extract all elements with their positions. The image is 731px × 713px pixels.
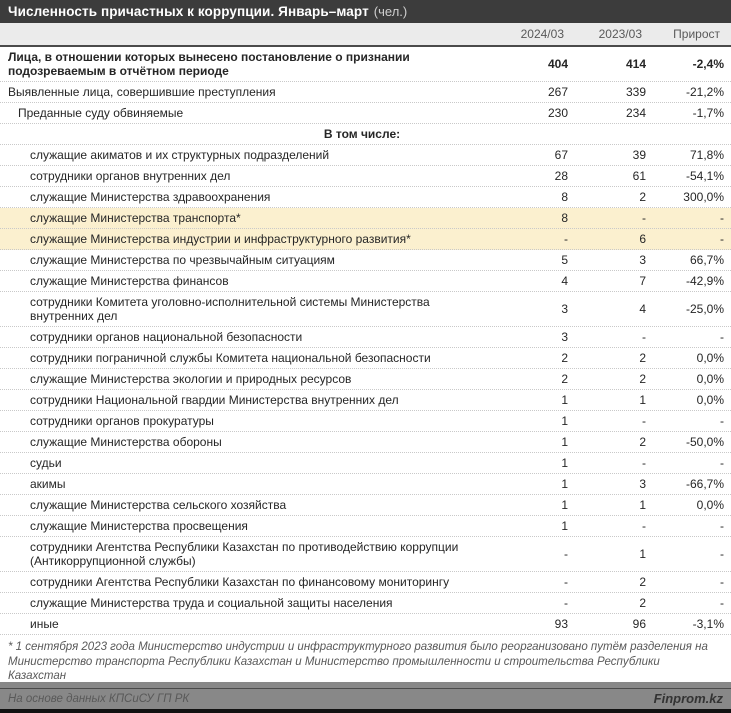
row-label: сотрудники пограничной службы Комитета национальной безопасности xyxy=(30,351,431,365)
value-2023-03: 39 xyxy=(632,148,646,162)
row-label: Выявленные лица, совершившие преступления xyxy=(8,85,276,99)
row-label: служащие Министерства экологии и природных ресурсов xyxy=(30,372,352,386)
section-label: В том числе: xyxy=(323,127,401,141)
value-growth: -25,0% xyxy=(685,302,724,316)
value-2023-03: 4 xyxy=(639,302,646,316)
value-2024-03: 1 xyxy=(561,456,568,470)
table-row xyxy=(0,411,731,432)
value-2023-03: 234 xyxy=(625,106,646,120)
value-2023-03: - xyxy=(642,330,646,344)
value-growth: - xyxy=(720,414,724,428)
bottom-accent-bar xyxy=(0,709,731,713)
value-2023-03: - xyxy=(642,519,646,533)
row-label: служащие Министерства труда и социальной защиты населения xyxy=(30,596,393,610)
row-label: служащие Министерства транспорта* xyxy=(30,211,241,225)
row-label: сотрудники Национальной гвардии Министерства внутренних дел xyxy=(30,393,399,407)
value-growth: 0,0% xyxy=(696,372,724,386)
data-source: На основе данных КПСиСУ ГП РК xyxy=(8,692,190,705)
table-row xyxy=(0,292,731,327)
value-2024-03: 28 xyxy=(554,169,568,183)
row-label: служащие Министерства финансов xyxy=(30,274,229,288)
value-growth: -54,1% xyxy=(685,169,724,183)
table-row xyxy=(0,614,731,635)
value-2024-03: 93 xyxy=(554,617,568,631)
value-2023-03: 3 xyxy=(639,253,646,267)
table-row xyxy=(0,187,731,208)
column-header-growth: Прирост xyxy=(673,27,720,41)
value-2024-03: 1 xyxy=(561,414,568,428)
row-label: сотрудники Агентства Республики Казахстан по финансовому мониторингу xyxy=(30,575,450,589)
column-header-2023-03: 2023/03 xyxy=(598,27,642,41)
value-2024-03: - xyxy=(564,596,568,610)
value-growth: -21,2% xyxy=(685,85,724,99)
value-2023-03: 6 xyxy=(639,232,646,246)
table-row xyxy=(0,250,731,271)
table-row xyxy=(0,166,731,187)
table-row xyxy=(0,208,731,229)
row-label: акимы xyxy=(30,477,66,491)
row-label: сотрудники органов прокуратуры xyxy=(30,414,214,428)
value-2024-03: 1 xyxy=(561,519,568,533)
value-2023-03: - xyxy=(642,414,646,428)
row-label: служащие акиматов и их структурных подразделений xyxy=(30,148,330,162)
value-2023-03: 1 xyxy=(639,393,646,407)
row-label: сотрудники органов национальной безопасности xyxy=(30,330,303,344)
value-2024-03: 3 xyxy=(561,330,568,344)
table-row xyxy=(0,572,731,593)
value-2024-03: 1 xyxy=(561,393,568,407)
value-2024-03: 2 xyxy=(561,372,568,386)
row-label: сотрудники Комитета уголовно-исполнительной системы Министерства внутренних дел xyxy=(30,295,430,323)
value-growth: 71,8% xyxy=(689,148,724,162)
value-2024-03: 1 xyxy=(561,498,568,512)
value-2023-03: 2 xyxy=(639,372,646,386)
value-growth: - xyxy=(720,456,724,470)
table-row xyxy=(0,103,731,124)
value-2023-03: 2 xyxy=(639,575,646,589)
value-2024-03: 8 xyxy=(561,190,568,204)
row-label: судьи xyxy=(30,456,62,470)
value-2024-03: 1 xyxy=(561,435,568,449)
table-row xyxy=(0,432,731,453)
value-growth: 300,0% xyxy=(683,190,724,204)
table-row xyxy=(0,495,731,516)
value-2024-03: 2 xyxy=(561,351,568,365)
row-label: сотрудники Агентства Республики Казахстан по противодействию коррупции (Антикоррупционной службы) xyxy=(30,540,459,568)
value-2023-03: 1 xyxy=(639,547,646,561)
value-growth: - xyxy=(720,596,724,610)
value-2024-03: 8 xyxy=(561,211,568,225)
table-row xyxy=(0,537,731,572)
title-unit: (чел.) xyxy=(373,4,408,19)
row-label: сотрудники органов внутренних дел xyxy=(30,169,231,183)
value-2023-03: 96 xyxy=(632,617,646,631)
title-bar xyxy=(0,0,731,23)
table-body xyxy=(0,47,731,635)
value-2023-03: - xyxy=(642,456,646,470)
source-bar xyxy=(0,689,731,709)
value-2023-03: 2 xyxy=(639,435,646,449)
value-2023-03: 2 xyxy=(639,596,646,610)
table-row xyxy=(0,271,731,292)
table-header xyxy=(0,23,731,47)
value-2024-03: 267 xyxy=(547,85,568,99)
value-2023-03: 3 xyxy=(639,477,646,491)
row-label: служащие Министерства здравоохранения xyxy=(30,190,271,204)
value-growth: 0,0% xyxy=(696,498,724,512)
row-label: служащие Министерства обороны xyxy=(30,435,222,449)
table-row xyxy=(0,369,731,390)
value-2024-03: 5 xyxy=(561,253,568,267)
value-growth: - xyxy=(720,547,724,561)
value-growth: -66,7% xyxy=(685,477,724,491)
table-row xyxy=(0,229,731,250)
value-2023-03: 2 xyxy=(639,351,646,365)
table-row xyxy=(0,474,731,495)
value-2023-03: 61 xyxy=(632,169,646,183)
row-label: Лица, в отношении которых вынесено постановление о признании подозреваемым в отчётном периоде xyxy=(8,50,410,78)
value-growth: -3,1% xyxy=(692,617,724,631)
value-growth: - xyxy=(720,519,724,533)
column-header-2024-03: 2024/03 xyxy=(520,27,564,41)
value-2024-03: - xyxy=(564,575,568,589)
table-row xyxy=(0,145,731,166)
value-growth: - xyxy=(720,575,724,589)
table-row xyxy=(0,82,731,103)
value-2024-03: 404 xyxy=(547,57,568,71)
table-row xyxy=(0,593,731,614)
value-2024-03: - xyxy=(564,232,568,246)
row-label: служащие Министерства сельского хозяйства xyxy=(30,498,287,512)
value-2023-03: 7 xyxy=(639,274,646,288)
table-row xyxy=(0,390,731,411)
value-2024-03: 1 xyxy=(561,477,568,491)
row-label: служащие Министерства по чрезвычайным ситуациям xyxy=(30,253,335,267)
table-row xyxy=(0,516,731,537)
value-2023-03: 1 xyxy=(639,498,646,512)
value-growth: 0,0% xyxy=(696,351,724,365)
brand-watermark: Finprom.kz xyxy=(653,691,723,706)
value-growth: - xyxy=(720,211,724,225)
value-growth: 0,0% xyxy=(696,393,724,407)
page-title: Численность причастных к коррупции. Январь–март xyxy=(8,4,369,19)
value-2024-03: - xyxy=(564,547,568,561)
value-2023-03: 2 xyxy=(639,190,646,204)
table-row xyxy=(0,348,731,369)
value-2023-03: 339 xyxy=(625,85,646,99)
table-row xyxy=(0,453,731,474)
value-2024-03: 230 xyxy=(547,106,568,120)
value-growth: -1,7% xyxy=(692,106,724,120)
value-growth: - xyxy=(720,232,724,246)
value-2024-03: 3 xyxy=(561,302,568,316)
value-growth: -42,9% xyxy=(685,274,724,288)
row-label: Преданные суду обвиняемые xyxy=(18,106,184,120)
footnote: * 1 сентября 2023 года Министерство индустрии и инфраструктурного развития было реорганизовано путём разделения на Министерство транспорта Республики Казахстан и Министерство промышленности и строительства Республики Казахстан xyxy=(0,635,731,689)
value-2023-03: - xyxy=(642,211,646,225)
row-label: служащие Министерства просвещения xyxy=(30,519,248,533)
value-2023-03: 414 xyxy=(625,57,646,71)
value-growth: - xyxy=(720,330,724,344)
table-row xyxy=(0,47,731,82)
value-growth: 66,7% xyxy=(689,253,724,267)
value-growth: -50,0% xyxy=(685,435,724,449)
header-spacer xyxy=(0,31,490,37)
section-row xyxy=(0,124,731,145)
value-2024-03: 67 xyxy=(554,148,568,162)
value-growth: -2,4% xyxy=(692,57,724,71)
row-label: служащие Министерства индустрии и инфраструктурного развития* xyxy=(30,232,411,246)
table-row xyxy=(0,327,731,348)
row-label: иные xyxy=(30,617,59,631)
value-2024-03: 4 xyxy=(561,274,568,288)
